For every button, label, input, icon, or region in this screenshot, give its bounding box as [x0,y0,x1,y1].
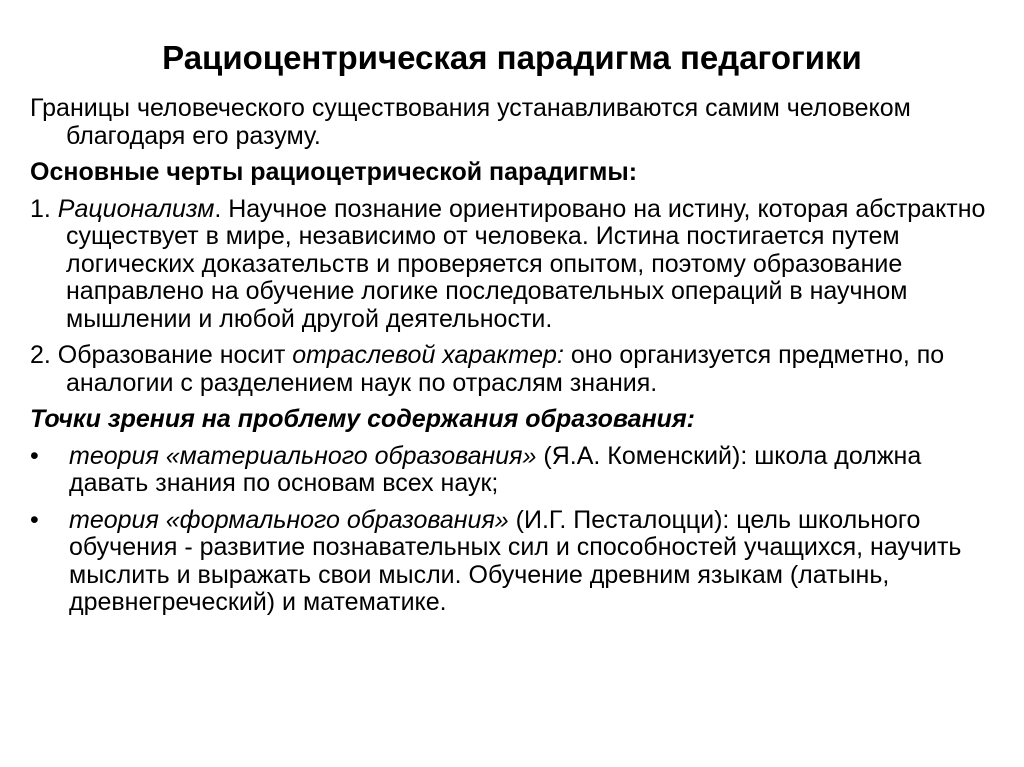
bullet-item-material-text: (Я.А. Коменский): школа должна давать знания по основам всех наук; [69,441,922,497]
bullet-item-formal-term: теория «формального образования» [69,505,509,534]
bullet-marker: • [30,441,39,470]
bullet-item-formal-text: (И.Г. Песталоцци): цель школьного обучения - развитие познавательных сил и способностей учащихся, научить мыслить и выражать свои мысли. Обучение древним языкам (латынь, древнегреческий) и математике. [69,505,962,616]
feature-item-2 [30,342,1005,397]
bullet-item-material [30,443,1005,498]
feature-item-1 [30,196,1005,334]
feature-item-1-number: 1. [30,194,58,223]
features-heading: Основные черты рациоцетрической парадигмы: [30,158,638,186]
bullet-item-formal [30,507,1005,617]
feature-item-2-text: оно организуется предметно, по аналогии с разделением наук по отраслям знания. [66,341,945,397]
feature-item-2-lead: Образование носит [57,341,293,369]
bullet-item-material-term: теория «материального образования» [69,441,537,470]
bullet-marker: • [30,505,39,534]
intro-paragraph: Границы человеческого существования устанавливаются самим человеком благодаря его разуму. [30,94,911,150]
feature-item-1-text: . Научное познание ориентировано на истину, которая абстрактно существует в мире, независимо от человека. Истина постигается путем логических доказательств и проверяется опытом, поэтому образование направлено на обучение логике последовательных операций в научном мышлении и любой другой деятельности. [66,194,986,333]
slide-content [30,95,1005,626]
feature-item-2-number: 2. [30,341,58,369]
views-heading: Точки зрения на проблему содержания образования: [30,405,696,433]
slide-title: Рациоцентрическая парадигма педагогики [162,39,862,76]
feature-item-2-term: отраслевой характер: [292,341,564,369]
feature-item-1-term: Рационализм [57,194,215,223]
